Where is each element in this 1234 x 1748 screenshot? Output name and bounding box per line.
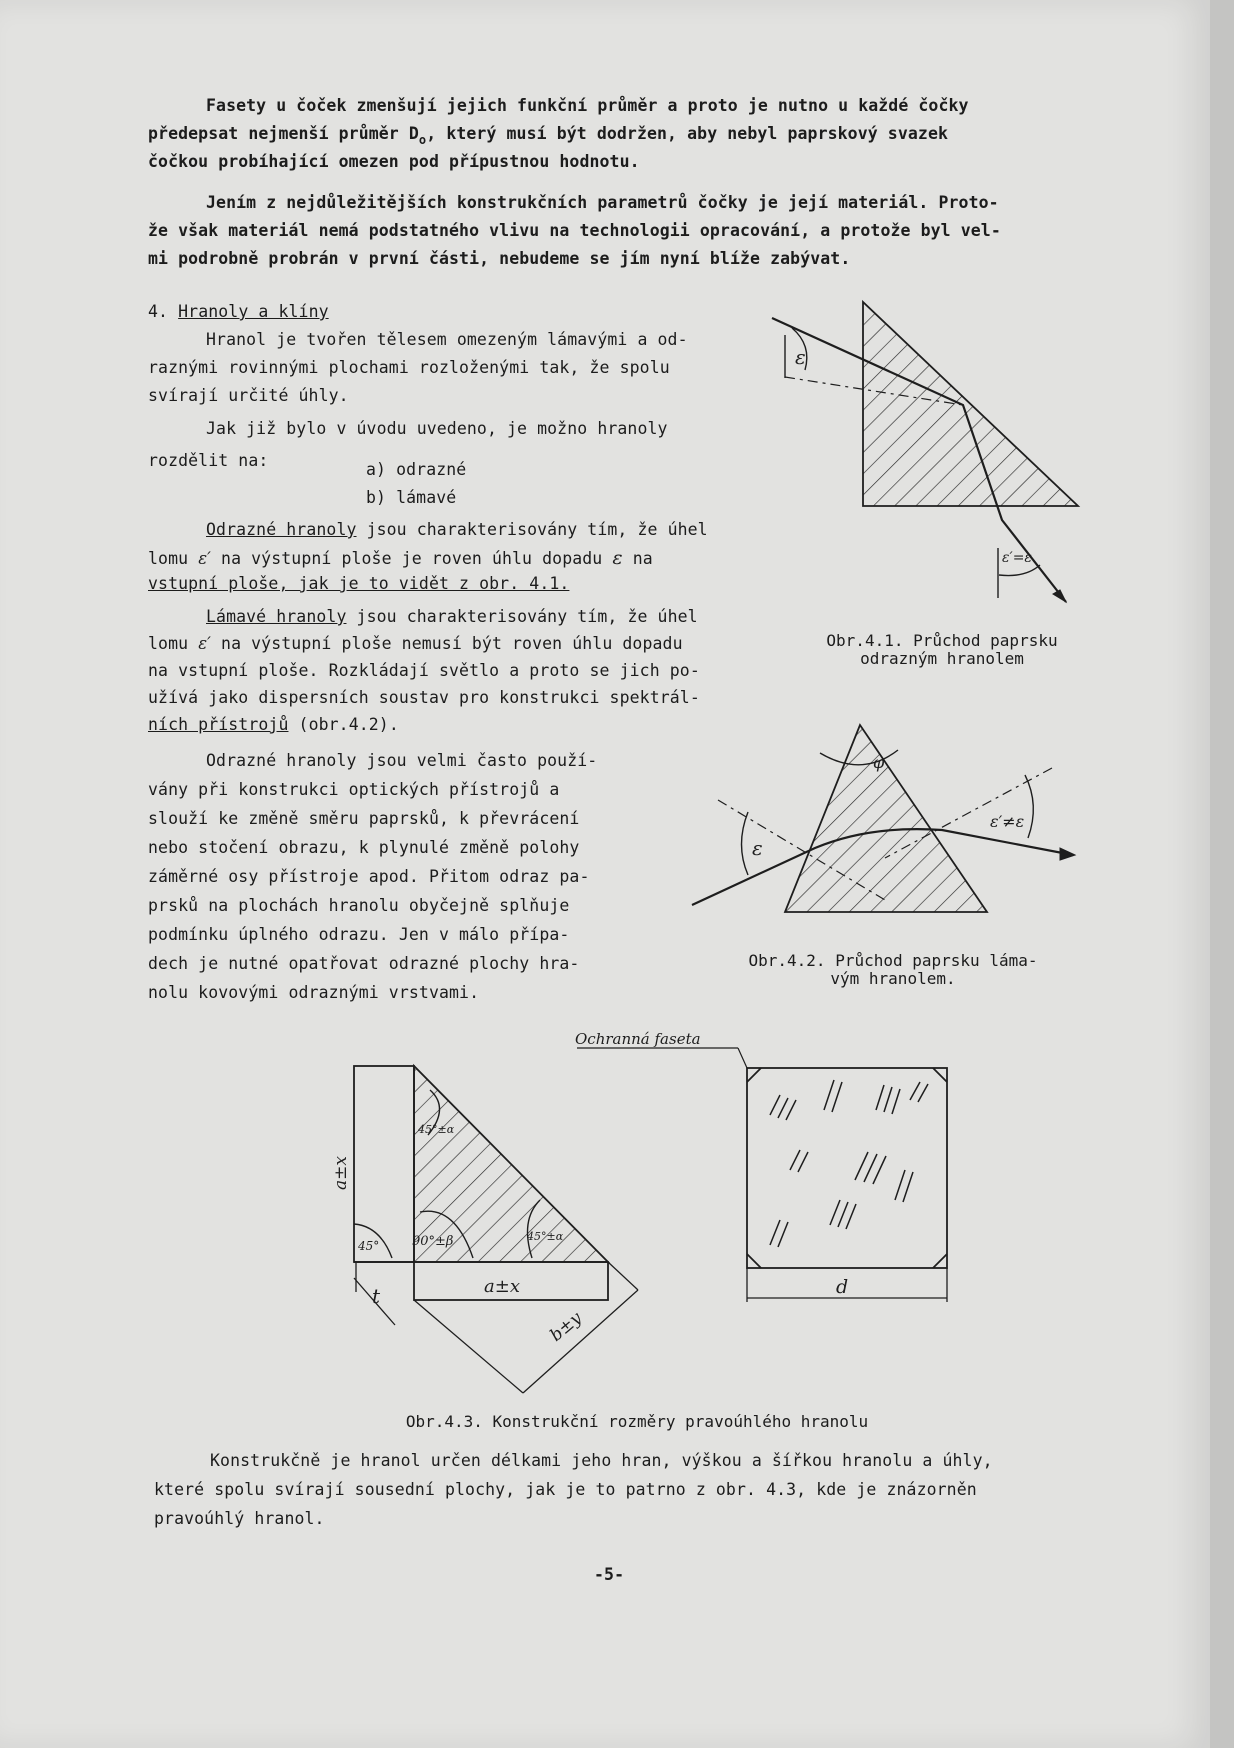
p3-line-1 xyxy=(206,522,708,539)
reflecting-prism-41 xyxy=(863,302,1078,506)
fig42-eps-label: ε xyxy=(752,836,763,860)
intro-line-2b: , který musí být dodržen, aby nebyl paprskový svazek xyxy=(426,124,949,143)
b-dim-ext-2 xyxy=(414,1300,523,1393)
outro-line-1: Konstrukčně je hranol určen délkami jeho hran, výškou a šířkou hranolu a úhly, xyxy=(210,1451,993,1470)
intro-line-2-subscript: o xyxy=(418,133,427,147)
p5-line-9: nolu kovovými odraznými vrstvami. xyxy=(148,983,480,1002)
a-horizontal-label: a±x xyxy=(484,1276,520,1297)
figure-4-1 xyxy=(760,295,1090,615)
p4-line-4: užívá jako dispersních soustav pro konstrukci spektrál- xyxy=(148,688,700,707)
p4-lomu: lomu xyxy=(148,634,189,653)
prism-side-face xyxy=(354,1066,414,1262)
section-number: 4. xyxy=(148,302,169,321)
refracting-prism-42 xyxy=(785,725,987,912)
p3-lomu: lomu xyxy=(148,549,189,568)
p4-line-5a: ních přístrojů xyxy=(148,715,289,734)
p3-line-2 xyxy=(148,549,653,568)
angle-45-label: 45° xyxy=(358,1239,380,1253)
prism-cross-section xyxy=(414,1066,608,1262)
figure-4-3-caption: Obr.4.3. Konstrukční rozměry pravoúhlého hranolu xyxy=(405,1412,869,1431)
page-edge-shadow xyxy=(1210,0,1234,1748)
outro-line-3: pravoúhlý hranol. xyxy=(154,1509,325,1528)
p4-line-5b: (obr.4.2). xyxy=(298,715,399,734)
p4-term: Lámavé hranoly xyxy=(206,607,347,626)
list-item-a: a) odrazné xyxy=(366,460,467,479)
p3-line-3: vstupní ploše, jak je to vidět z obr. 4.1. xyxy=(148,574,570,593)
p3-epsilon: ε xyxy=(612,547,623,569)
list-item-b: b) lámavé xyxy=(366,488,457,507)
figure-4-2 xyxy=(690,720,1090,920)
p1-line-3: svírají určité úhly. xyxy=(148,386,349,405)
p1-line-1: Hranol je tvořen tělesem omezeným lámavými a od- xyxy=(206,330,688,349)
ray-arrow-41 xyxy=(1053,590,1066,602)
facet-top-right xyxy=(933,1068,947,1082)
p4-epsilon-prime: ε′ xyxy=(198,634,211,653)
figure-4-3 xyxy=(320,1020,970,1400)
figure-4-1-caption xyxy=(812,632,1072,667)
p4-line-3: na vstupní ploše. Rozkládají světlo a proto se jich po- xyxy=(148,661,700,680)
angle-90-label: 90°±β xyxy=(412,1234,454,1249)
p5-line-2: vány při konstrukci optických přístrojů a xyxy=(148,780,560,799)
p4-line-1 xyxy=(206,609,698,626)
p3-term: Odrazné hranoly xyxy=(206,520,357,539)
fig41-eps-label: ε xyxy=(795,345,806,369)
t-label: t xyxy=(372,1284,381,1308)
angle-45a-label: 45°±α xyxy=(418,1123,455,1136)
intro-line-6: mi podrobně probrán v první části, nebudeme se jím nyní blíže zabývat. xyxy=(148,249,851,268)
facet-label: Ochranná faseta xyxy=(575,1030,701,1048)
glass-texture xyxy=(770,1080,928,1247)
intro-line-2 xyxy=(148,124,949,147)
eps-arc-42 xyxy=(742,812,749,875)
fig41-caption-line-2: odrazným hranolem xyxy=(860,648,1024,668)
section-heading xyxy=(148,304,329,321)
p2-line-2: rozdělit na: xyxy=(148,451,269,470)
b-dimension-line xyxy=(523,1290,638,1393)
fig41-eq-label: ε′=ε xyxy=(1002,550,1032,566)
p5-line-8: dech je nutné opatřovat odrazné plochy hra- xyxy=(148,954,580,973)
p4-line-2 xyxy=(148,636,683,653)
fig42-phi-label: φ xyxy=(873,753,885,772)
p5-line-7: podmínku úplného odrazu. Jen v málo přípa- xyxy=(148,925,570,944)
angle-45b-label: 45°±α xyxy=(527,1230,564,1243)
p5-line-6: prsků na plochách hranolu obyčejně splňuje xyxy=(148,896,570,915)
p2-line-1: Jak již bylo v úvodu uvedeno, je možno hranoly xyxy=(206,419,668,438)
p4-line-1-text: jsou charakterisovány tím, že úhel xyxy=(356,607,698,626)
p3-line-1-text: jsou charakterisovány tím, že úhel xyxy=(366,520,708,539)
intro-line-3: čočkou probíhající omezen pod přípustnou hodnotu. xyxy=(148,152,640,171)
intro-line-1: Fasety u čoček zmenšují jejich funkční průměr a proto je nutno u každé čočky xyxy=(206,96,969,115)
ray-arrow-42 xyxy=(1060,848,1075,860)
facet-bottom-left xyxy=(747,1254,761,1268)
p5-line-3: slouží ke změně směru paprsků, k převrácení xyxy=(148,809,580,828)
fig42-caption-line-2: vým hranolem. xyxy=(830,968,956,988)
intro-line-2a: předepsat nejmenší průměr D xyxy=(148,124,419,143)
facet-bottom-right xyxy=(933,1254,947,1268)
p1-line-2: raznými rovinnými plochami rozloženými tak, že spolu xyxy=(148,358,670,377)
facet-leader xyxy=(738,1048,747,1068)
fig41-caption-line-1: Obr.4.1. Průchod paprsku xyxy=(826,631,1058,650)
p5-line-5: záměrné osy přístroje apod. Přitom odraz pa- xyxy=(148,867,590,886)
fig42-neq-label: ε′≠ε xyxy=(990,812,1025,831)
b-label: b±y xyxy=(546,1308,586,1346)
b-dim-ext-1 xyxy=(608,1262,638,1290)
fig42-caption-line-1: Obr.4.2. Průchod paprsku láma- xyxy=(748,951,1038,970)
intro-line-4: Jením z nejdůležitějších konstrukčních parametrů čočky je její materiál. Proto- xyxy=(206,193,999,212)
p4-line-5 xyxy=(148,717,399,734)
p3-line-2-text: na výstupní ploše je roven úhlu dopadu xyxy=(221,549,603,568)
p5-line-4: nebo stočení obrazu, k plynulé změně polohy xyxy=(148,838,580,857)
p4-line-2-text: na výstupní ploše nemusí být roven úhlu dopadu xyxy=(221,634,683,653)
a-vertical-label: a±x xyxy=(331,1156,351,1190)
p3-line-2-end: na xyxy=(632,549,653,568)
prism-front-face xyxy=(747,1068,947,1268)
exit-arc-42 xyxy=(1025,775,1033,838)
outro-line-2: které spolu svírají sousední plochy, jak je to patrno z obr. 4.3, kde je znázorněn xyxy=(154,1480,977,1499)
intro-line-5: že však materiál nemá podstatného vlivu na technologii opracování, a protože byl vel- xyxy=(148,221,1001,240)
p3-epsilon-prime: ε′ xyxy=(198,549,211,568)
facet-top-left xyxy=(747,1068,761,1082)
p5-line-1: Odrazné hranoly jsou velmi často použí- xyxy=(206,751,598,770)
exit-arc-41 xyxy=(999,565,1040,576)
section-title: Hranoly a klíny xyxy=(178,302,329,321)
figure-4-2-caption xyxy=(738,952,1048,987)
d-label: d xyxy=(836,1276,849,1298)
page-number: -5- xyxy=(594,1565,625,1584)
